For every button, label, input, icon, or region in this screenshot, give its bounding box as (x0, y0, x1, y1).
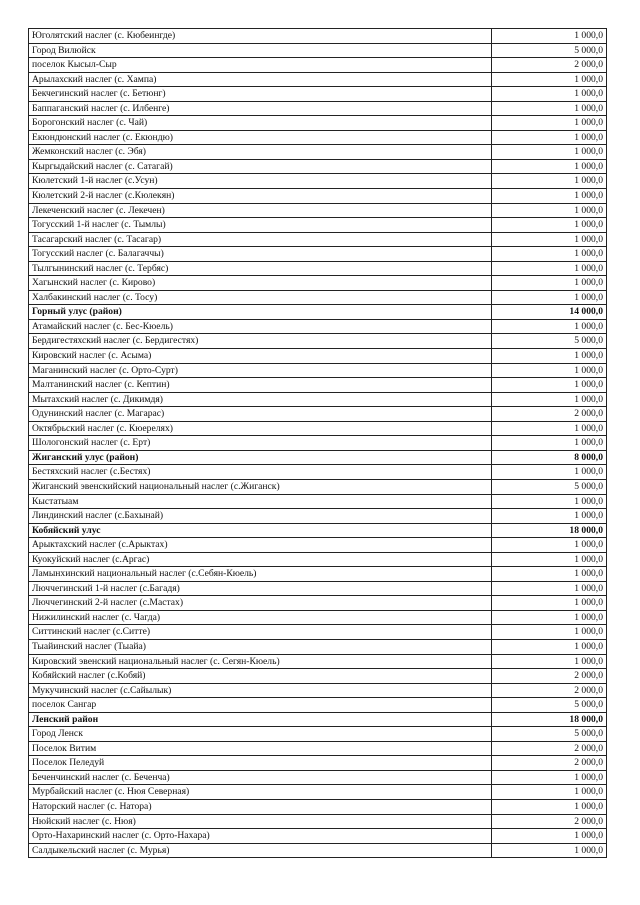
row-name-cell: Маганинский наслег (с. Орто-Сурт) (29, 363, 492, 378)
table-row (29, 552, 607, 567)
row-name-cell: Баппаганский наслег (с. Илбенге) (29, 101, 492, 116)
table-row (29, 116, 607, 131)
row-name-cell: Люччегинский 1-й наслег (с.Багадя) (29, 581, 492, 596)
row-value-cell: 1 000,0 (492, 799, 607, 814)
table-row (29, 741, 607, 756)
table-row (29, 392, 607, 407)
row-name-cell: Тыайинский наслег (Тыайа) (29, 639, 492, 654)
row-value-cell: 1 000,0 (492, 378, 607, 393)
table-row (29, 494, 607, 509)
row-value-cell: 14 000,0 (492, 305, 607, 320)
row-name-cell: Борогонский наслег (с. Чай) (29, 116, 492, 131)
table-row (29, 843, 607, 858)
row-value-cell: 1 000,0 (492, 189, 607, 204)
table-section-row (29, 712, 607, 727)
row-value-cell: 1 000,0 (492, 829, 607, 844)
row-name-cell: Халбакинский наслег (с. Тосу) (29, 290, 492, 305)
row-value-cell: 5 000,0 (492, 727, 607, 742)
row-name-cell: Куокуйский наслег (с.Аргас) (29, 552, 492, 567)
table-row (29, 145, 607, 160)
table-row (29, 87, 607, 102)
table-section-row (29, 305, 607, 320)
row-name-cell: Горный улус (район) (29, 305, 492, 320)
table-row (29, 72, 607, 87)
row-name-cell: Нижилинский наслег (с. Чагда) (29, 610, 492, 625)
row-value-cell: 2 000,0 (492, 58, 607, 73)
row-value-cell: 1 000,0 (492, 159, 607, 174)
table-row (29, 436, 607, 451)
row-value-cell: 2 000,0 (492, 756, 607, 771)
row-value-cell: 18 000,0 (492, 523, 607, 538)
row-name-cell: Мурбайский наслег (с. Нюя Северная) (29, 785, 492, 800)
row-name-cell: Мытахский наслег (с. Дикимдя) (29, 392, 492, 407)
table-row (29, 378, 607, 393)
row-name-cell: Бердигестяхский наслег (с. Бердигестях) (29, 334, 492, 349)
table-row (29, 683, 607, 698)
table-row (29, 349, 607, 364)
row-name-cell: Салдыкельский наслег (с. Мурья) (29, 843, 492, 858)
row-value-cell: 2 000,0 (492, 407, 607, 422)
row-value-cell: 1 000,0 (492, 276, 607, 291)
row-name-cell: Ситтинский наслег (с.Ситте) (29, 625, 492, 640)
row-name-cell: Арыктахский наслег (с.Арыктах) (29, 538, 492, 553)
row-name-cell: Екюндюнский наслег (с. Екюндю) (29, 130, 492, 145)
row-value-cell: 1 000,0 (492, 261, 607, 276)
row-name-cell: Кюлетский 1-й наслег (с.Усун) (29, 174, 492, 189)
document-page (28, 28, 606, 858)
row-value-cell: 1 000,0 (492, 567, 607, 582)
table-row (29, 29, 607, 44)
row-name-cell: Бекчегинский наслег (с. Бетюнг) (29, 87, 492, 102)
table-section-row (29, 450, 607, 465)
row-name-cell: Ламынхинский национальный наслег (с.Себян-Кюель) (29, 567, 492, 582)
row-value-cell: 1 000,0 (492, 392, 607, 407)
table-row (29, 218, 607, 233)
table-row (29, 465, 607, 480)
row-name-cell: Кобяйский наслег (с.Кобяй) (29, 669, 492, 684)
row-value-cell: 1 000,0 (492, 247, 607, 262)
row-value-cell: 1 000,0 (492, 436, 607, 451)
row-name-cell: Шологонский наслег (с. Ерт) (29, 436, 492, 451)
table-row (29, 756, 607, 771)
table-row (29, 596, 607, 611)
row-name-cell: Мукучинский наслег (с.Сайылык) (29, 683, 492, 698)
row-value-cell: 1 000,0 (492, 538, 607, 553)
row-value-cell: 8 000,0 (492, 450, 607, 465)
row-name-cell: Юголятский наслег (с. Кюбеингде) (29, 29, 492, 44)
row-name-cell: Кюлетский 2-й наслег (с.Кюлекян) (29, 189, 492, 204)
row-value-cell: 1 000,0 (492, 145, 607, 160)
row-name-cell: Лекеченский наслег (с. Лекечен) (29, 203, 492, 218)
table-row (29, 130, 607, 145)
table-row (29, 770, 607, 785)
row-name-cell: Город Ленск (29, 727, 492, 742)
row-value-cell: 1 000,0 (492, 232, 607, 247)
row-name-cell: Малтанинский наслег (с. Кептин) (29, 378, 492, 393)
row-value-cell: 1 000,0 (492, 174, 607, 189)
row-value-cell: 1 000,0 (492, 218, 607, 233)
row-value-cell: 1 000,0 (492, 654, 607, 669)
row-name-cell: Люччегинский 2-й наслег (с.Мастах) (29, 596, 492, 611)
row-value-cell: 1 000,0 (492, 116, 607, 131)
table-row (29, 174, 607, 189)
row-name-cell: Поселок Витим (29, 741, 492, 756)
table-section-row (29, 523, 607, 538)
row-name-cell: Жиганский улус (район) (29, 450, 492, 465)
row-name-cell: Поселок Пеледуй (29, 756, 492, 771)
table-row (29, 581, 607, 596)
row-name-cell: Ленский район (29, 712, 492, 727)
table-row (29, 799, 607, 814)
table-row (29, 261, 607, 276)
row-value-cell: 2 000,0 (492, 683, 607, 698)
row-value-cell: 1 000,0 (492, 625, 607, 640)
row-value-cell: 1 000,0 (492, 465, 607, 480)
row-value-cell: 1 000,0 (492, 421, 607, 436)
row-name-cell: Нюйский наслег (с. Нюя) (29, 814, 492, 829)
row-name-cell: Тылгынинский наслег (с. Тербяс) (29, 261, 492, 276)
row-value-cell: 1 000,0 (492, 130, 607, 145)
row-name-cell: Тогусский наслег (с. Балагаччы) (29, 247, 492, 262)
table-row (29, 319, 607, 334)
table-row (29, 290, 607, 305)
row-value-cell: 2 000,0 (492, 669, 607, 684)
table-row (29, 654, 607, 669)
row-value-cell: 1 000,0 (492, 319, 607, 334)
row-value-cell: 1 000,0 (492, 610, 607, 625)
row-value-cell: 18 000,0 (492, 712, 607, 727)
row-name-cell: Кыстатыам (29, 494, 492, 509)
table-row (29, 43, 607, 58)
row-name-cell: Арылахский наслег (с. Хампа) (29, 72, 492, 87)
row-value-cell: 1 000,0 (492, 363, 607, 378)
table-row (29, 829, 607, 844)
row-value-cell: 1 000,0 (492, 785, 607, 800)
row-value-cell: 1 000,0 (492, 843, 607, 858)
row-name-cell: Орто-Нахаринский наслег (с. Орто-Нахара) (29, 829, 492, 844)
row-value-cell: 1 000,0 (492, 349, 607, 364)
table-row (29, 727, 607, 742)
allocation-table (28, 28, 607, 858)
row-name-cell: Жемконский наслег (с. Эбя) (29, 145, 492, 160)
row-value-cell: 1 000,0 (492, 596, 607, 611)
table-row (29, 639, 607, 654)
row-value-cell: 1 000,0 (492, 581, 607, 596)
table-row (29, 538, 607, 553)
row-value-cell: 2 000,0 (492, 814, 607, 829)
row-name-cell: Кыргыдайский наслег (с. Сатагай) (29, 159, 492, 174)
row-name-cell: Одунинский наслег (с. Магарас) (29, 407, 492, 422)
table-row (29, 159, 607, 174)
row-name-cell: Линдинский наслег (с.Бахынай) (29, 509, 492, 524)
row-value-cell: 1 000,0 (492, 552, 607, 567)
row-value-cell: 5 000,0 (492, 334, 607, 349)
row-value-cell: 2 000,0 (492, 741, 607, 756)
row-name-cell: Жиганский эвенскийский национальный наслег (с.Жиганск) (29, 479, 492, 494)
row-name-cell: Кировский эвенский национальный наслег (с. Сегян-Кюель) (29, 654, 492, 669)
table-row (29, 479, 607, 494)
table-row (29, 203, 607, 218)
row-value-cell: 1 000,0 (492, 290, 607, 305)
table-row (29, 509, 607, 524)
row-name-cell: Хагынский наслег (с. Кирово) (29, 276, 492, 291)
row-value-cell: 1 000,0 (492, 101, 607, 116)
row-value-cell: 5 000,0 (492, 479, 607, 494)
table-row (29, 363, 607, 378)
row-name-cell: Кобяйский улус (29, 523, 492, 538)
row-name-cell: Бестяхский наслег (с.Бестях) (29, 465, 492, 480)
table-row (29, 669, 607, 684)
row-value-cell: 1 000,0 (492, 639, 607, 654)
table-row (29, 58, 607, 73)
row-value-cell: 5 000,0 (492, 698, 607, 713)
row-value-cell: 5 000,0 (492, 43, 607, 58)
row-name-cell: поселок Сангар (29, 698, 492, 713)
row-value-cell: 1 000,0 (492, 494, 607, 509)
table-row (29, 567, 607, 582)
table-row (29, 625, 607, 640)
table-row (29, 232, 607, 247)
table-row (29, 421, 607, 436)
table-row (29, 407, 607, 422)
row-value-cell: 1 000,0 (492, 29, 607, 44)
table-row (29, 698, 607, 713)
table-row (29, 247, 607, 262)
row-name-cell: Тасагарский наслег (с. Тасагар) (29, 232, 492, 247)
row-name-cell: Кировский наслег (с. Асыма) (29, 349, 492, 364)
row-value-cell: 1 000,0 (492, 72, 607, 87)
table-row (29, 189, 607, 204)
row-name-cell: поселок Кысыл-Сыр (29, 58, 492, 73)
row-name-cell: Атамайский наслег (с. Бес-Кюель) (29, 319, 492, 334)
table-row (29, 785, 607, 800)
table-row (29, 610, 607, 625)
row-value-cell: 1 000,0 (492, 87, 607, 102)
row-name-cell: Октябрьский наслег (с. Кюерелях) (29, 421, 492, 436)
row-name-cell: Город Вилюйск (29, 43, 492, 58)
row-value-cell: 1 000,0 (492, 509, 607, 524)
row-name-cell: Наторский наслег (с. Натора) (29, 799, 492, 814)
table-row (29, 334, 607, 349)
row-name-cell: Беченчинский наслег (с. Беченча) (29, 770, 492, 785)
row-value-cell: 1 000,0 (492, 203, 607, 218)
table-row (29, 814, 607, 829)
table-body (29, 29, 607, 858)
table-row (29, 276, 607, 291)
table-row (29, 101, 607, 116)
row-name-cell: Тогусский 1-й наслег (с. Тымлы) (29, 218, 492, 233)
row-value-cell: 1 000,0 (492, 770, 607, 785)
